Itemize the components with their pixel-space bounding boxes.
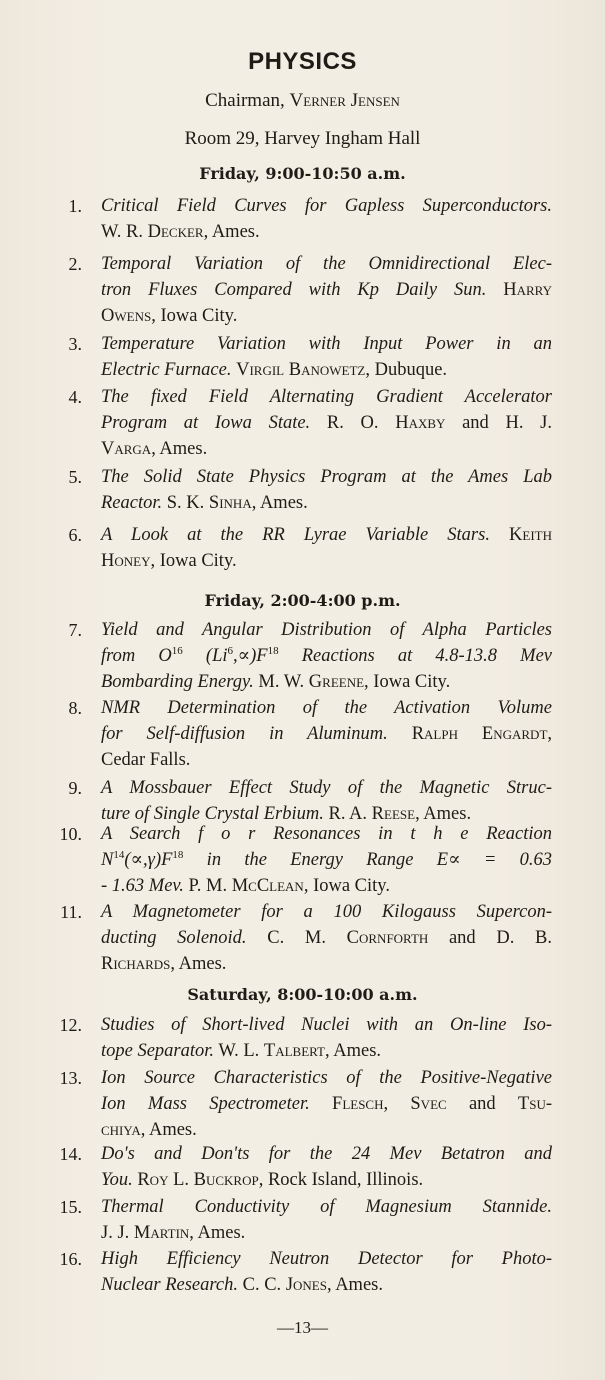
paper-text-line <box>101 1038 552 1064</box>
paper-text-line <box>101 1141 552 1167</box>
paper-title-text: The fixed Field Alternating Gradient Accelerator <box>101 387 552 407</box>
paper-title-text: ,∝)F <box>233 646 268 666</box>
paper-text-line <box>101 277 552 303</box>
text-run: 6 <box>227 645 233 657</box>
paper-title-text: Temporal Variation of the Omnidirectional Elec- <box>101 254 552 274</box>
paper-text-line <box>101 357 552 383</box>
paper-text-line <box>101 721 552 747</box>
paper-text-line <box>101 951 552 977</box>
paper-number: 2. <box>68 254 82 274</box>
paper-title-text: for Self-diffusion in Aluminum. <box>101 724 388 744</box>
paper-text-line <box>101 695 552 721</box>
paper-text-line <box>101 522 552 548</box>
paper-title-text: A Search f o r Resonances in t h e Reaction <box>101 824 552 844</box>
paper-text-line <box>101 1246 552 1272</box>
room-line: Room 29, Harvey Ingham Hall <box>184 128 421 149</box>
paper-title-text: Program at Iowa State. <box>101 413 311 433</box>
text-run: , Dubuque. <box>365 360 448 380</box>
text-run <box>490 525 509 545</box>
author-name: Keith <box>509 525 552 545</box>
author-name: Haxby <box>395 413 446 433</box>
paper-number: 9. <box>68 778 82 798</box>
paper-text-line <box>101 193 552 219</box>
paper-text-line <box>101 1091 552 1117</box>
paper-title-text: Ion Mass Spectrometer. <box>101 1094 310 1114</box>
paper-text-line <box>101 490 552 516</box>
text-run: , Ames. <box>325 1041 382 1061</box>
paper-text-line <box>101 775 552 801</box>
text-run: Cedar Falls. <box>101 750 191 770</box>
paper-title-text: Do's and Don'ts for the 24 Mev Betatron and <box>101 1144 552 1164</box>
paper-title-text: Temperature Variation with Input Power in an <box>101 334 552 354</box>
text-run: and <box>446 1094 518 1114</box>
author-name: Harry <box>503 280 553 300</box>
paper-text-line <box>101 1272 552 1298</box>
paper-text-line <box>101 1012 552 1038</box>
paper-number: 4. <box>68 387 82 407</box>
paper-title-text: Yield and Angular Distribution of Alpha Particles <box>101 620 552 640</box>
text-run: and H. J. <box>445 413 552 433</box>
paper-title-text: tope Separator. <box>101 1041 215 1061</box>
paper-text-line <box>101 436 552 462</box>
text-run: 18 <box>172 849 184 861</box>
text-run: , Ames. <box>326 1275 383 1295</box>
paper-text-line <box>101 384 552 410</box>
author-name: Honey <box>101 551 151 571</box>
paper-title-text: tron Fluxes Compared with Kp Daily Sun. <box>101 280 487 300</box>
paper-title-text: Thermal Conductivity of Magnesium Stannide. <box>101 1197 552 1217</box>
session-heading-2: Friday, 2:00-4:00 p.m. <box>204 591 401 610</box>
paper-number: 14. <box>59 1144 82 1164</box>
text-run: S. K. <box>162 493 209 513</box>
paper-text-line <box>101 873 552 899</box>
paper-title-text: Electric Furnace. <box>101 360 232 380</box>
chairman-line <box>0 90 605 112</box>
paper-title-text: The Solid State Physics Program at the Ames Lab <box>101 467 552 487</box>
text-run: , Iowa City. <box>364 672 451 692</box>
text-run: R. A. <box>323 804 372 824</box>
author-name: Talbert <box>263 1041 325 1061</box>
paper-number: 11. <box>60 902 82 922</box>
paper-text-line <box>101 899 552 925</box>
paper-text-line <box>101 747 552 773</box>
text-run: , Ames. <box>203 222 260 242</box>
paper-title-text: ture of Single Crystal Erbium. <box>101 804 324 824</box>
paper-title-text: A Mossbauer Effect Study of the Magnetic Struc- <box>101 778 552 798</box>
author-name: Decker <box>147 222 204 242</box>
paper-text-line <box>101 617 552 643</box>
author-name: Richards <box>101 954 171 974</box>
text-run: W. L. <box>214 1041 264 1061</box>
paper-number: 13. <box>59 1068 82 1088</box>
paper-number: 8. <box>68 698 82 718</box>
paper-title-text: N <box>101 850 114 870</box>
paper-number: 1. <box>68 196 82 216</box>
author-name: Cornforth <box>346 928 429 948</box>
session-heading-3: Saturday, 8:00-10:00 a.m. <box>187 985 418 1004</box>
paper-text-line <box>101 1220 552 1246</box>
author-name: Svec <box>410 1094 447 1114</box>
paper-title-text: (∝,γ)F <box>124 850 173 870</box>
paper-title-text: Reactions at 4.8-13.8 Mev <box>278 646 552 666</box>
author-name: Sinha <box>208 493 252 513</box>
author-name: chiya <box>101 1120 141 1140</box>
paper-title-text: Nuclear Research. <box>101 1275 238 1295</box>
paper-number: 15. <box>59 1197 82 1217</box>
paper-number: 3. <box>68 334 82 354</box>
text-run: J. J. <box>101 1223 134 1243</box>
paper-text-line <box>101 464 552 490</box>
paper-text-line <box>101 1065 552 1091</box>
text-run: C. C. <box>238 1275 286 1295</box>
paper-number: 16. <box>59 1249 82 1269</box>
text-run: , Ames. <box>251 493 308 513</box>
paper-title-text: Reactor. <box>101 493 163 513</box>
text-run: , Iowa City. <box>303 876 390 896</box>
paper-title-text: ducting Solenoid. <box>101 928 247 948</box>
paper-title-text: in the Energy Range E∝ = 0.63 <box>183 850 552 870</box>
paper-text-line <box>101 1194 552 1220</box>
session-heading-1: Friday, 9:00-10:50 a.m. <box>199 164 406 183</box>
paper-title-text: NMR Determination of the Activation Volume <box>101 698 552 718</box>
text-run <box>486 280 503 300</box>
paper-number: 7. <box>68 620 82 640</box>
paper-number: 5. <box>68 467 82 487</box>
text-run: , Ames. <box>151 439 208 459</box>
paper-text-line <box>101 548 552 574</box>
text-run: 14 <box>113 849 125 861</box>
paper-text-line <box>101 331 552 357</box>
author-name: Ralph Engardt <box>411 724 548 744</box>
paper-number: 6. <box>68 525 82 545</box>
paper-title-text: Studies of Short-lived Nuclei with an On-line Iso- <box>101 1015 552 1035</box>
author-name: Tsu- <box>517 1094 553 1114</box>
text-run: 18 <box>267 645 279 657</box>
paper-title-text: Ion Source Characteristics of the Positive-Negative <box>101 1068 552 1088</box>
text-run <box>310 1094 332 1114</box>
author-name: Varga <box>101 439 152 459</box>
text-run: M. W. <box>253 672 309 692</box>
author-name: Jones <box>285 1275 327 1295</box>
text-run: W. R. <box>101 222 148 242</box>
author-name: Roy L. Buckrop <box>137 1170 259 1190</box>
paper-title-text: A Magnetometer for a 100 Kilogauss Supercon- <box>101 902 552 922</box>
author-name: Martin <box>133 1223 190 1243</box>
paper-title-text: from O <box>101 646 172 666</box>
chairman-name: Verner Jensen <box>289 90 400 111</box>
author-name: Flesch <box>332 1094 384 1114</box>
paper-text-line <box>101 251 552 277</box>
text-run: , Ames. <box>415 804 472 824</box>
author-name: McClean <box>231 876 304 896</box>
chairman-prefix: Chairman, <box>205 90 285 111</box>
paper-title-text: Bombarding Energy. <box>101 672 254 692</box>
paper-title-text: Critical Field Curves for Gapless Superconductors. <box>101 196 552 216</box>
text-run: 16 <box>171 645 183 657</box>
paper-text-line <box>101 219 552 245</box>
text-run: , Ames. <box>140 1120 197 1140</box>
text-run: , Rock Island, Illinois. <box>258 1170 424 1190</box>
paper-title-text: You. <box>101 1170 133 1190</box>
page-number: —13— <box>277 1318 328 1337</box>
paper-number: 12. <box>59 1015 82 1035</box>
text-run: , Ames. <box>189 1223 246 1243</box>
text-run: C. M. <box>246 928 347 948</box>
text-run: , Iowa City. <box>150 551 237 571</box>
paper-text-line <box>101 821 552 847</box>
text-run: and D. B. <box>428 928 552 948</box>
section-title: PHYSICS <box>248 48 357 75</box>
paper-title-text: A Look at the RR Lyrae Variable Stars. <box>101 525 490 545</box>
paper-text-line <box>101 1167 552 1193</box>
paper-text-line <box>101 669 552 695</box>
text-run: , Ames. <box>170 954 227 974</box>
paper-title-text: (Li <box>182 646 228 666</box>
paper-text-line <box>101 1117 552 1143</box>
paper-text-line <box>101 410 552 436</box>
paper-title-text: High Efficiency Neutron Detector for Photo- <box>101 1249 552 1269</box>
text-run: , <box>383 1094 411 1114</box>
author-name: Reese <box>371 804 416 824</box>
author-name: Greene <box>308 672 365 692</box>
paper-text-line <box>101 847 552 873</box>
paper-text-line <box>101 925 552 951</box>
text-run: P. M. <box>183 876 232 896</box>
paper-number: 10. <box>59 824 82 844</box>
paper-text-line <box>101 303 552 329</box>
paper-title-text: - 1.63 Mev. <box>101 876 184 896</box>
author-name: Owens <box>101 306 152 326</box>
author-name: Virgil Banowetz <box>236 360 366 380</box>
paper-text-line <box>101 643 552 669</box>
text-run: R. O. <box>310 413 396 433</box>
text-run: , <box>547 724 553 744</box>
text-run <box>388 724 412 744</box>
text-run: , Iowa City. <box>151 306 238 326</box>
